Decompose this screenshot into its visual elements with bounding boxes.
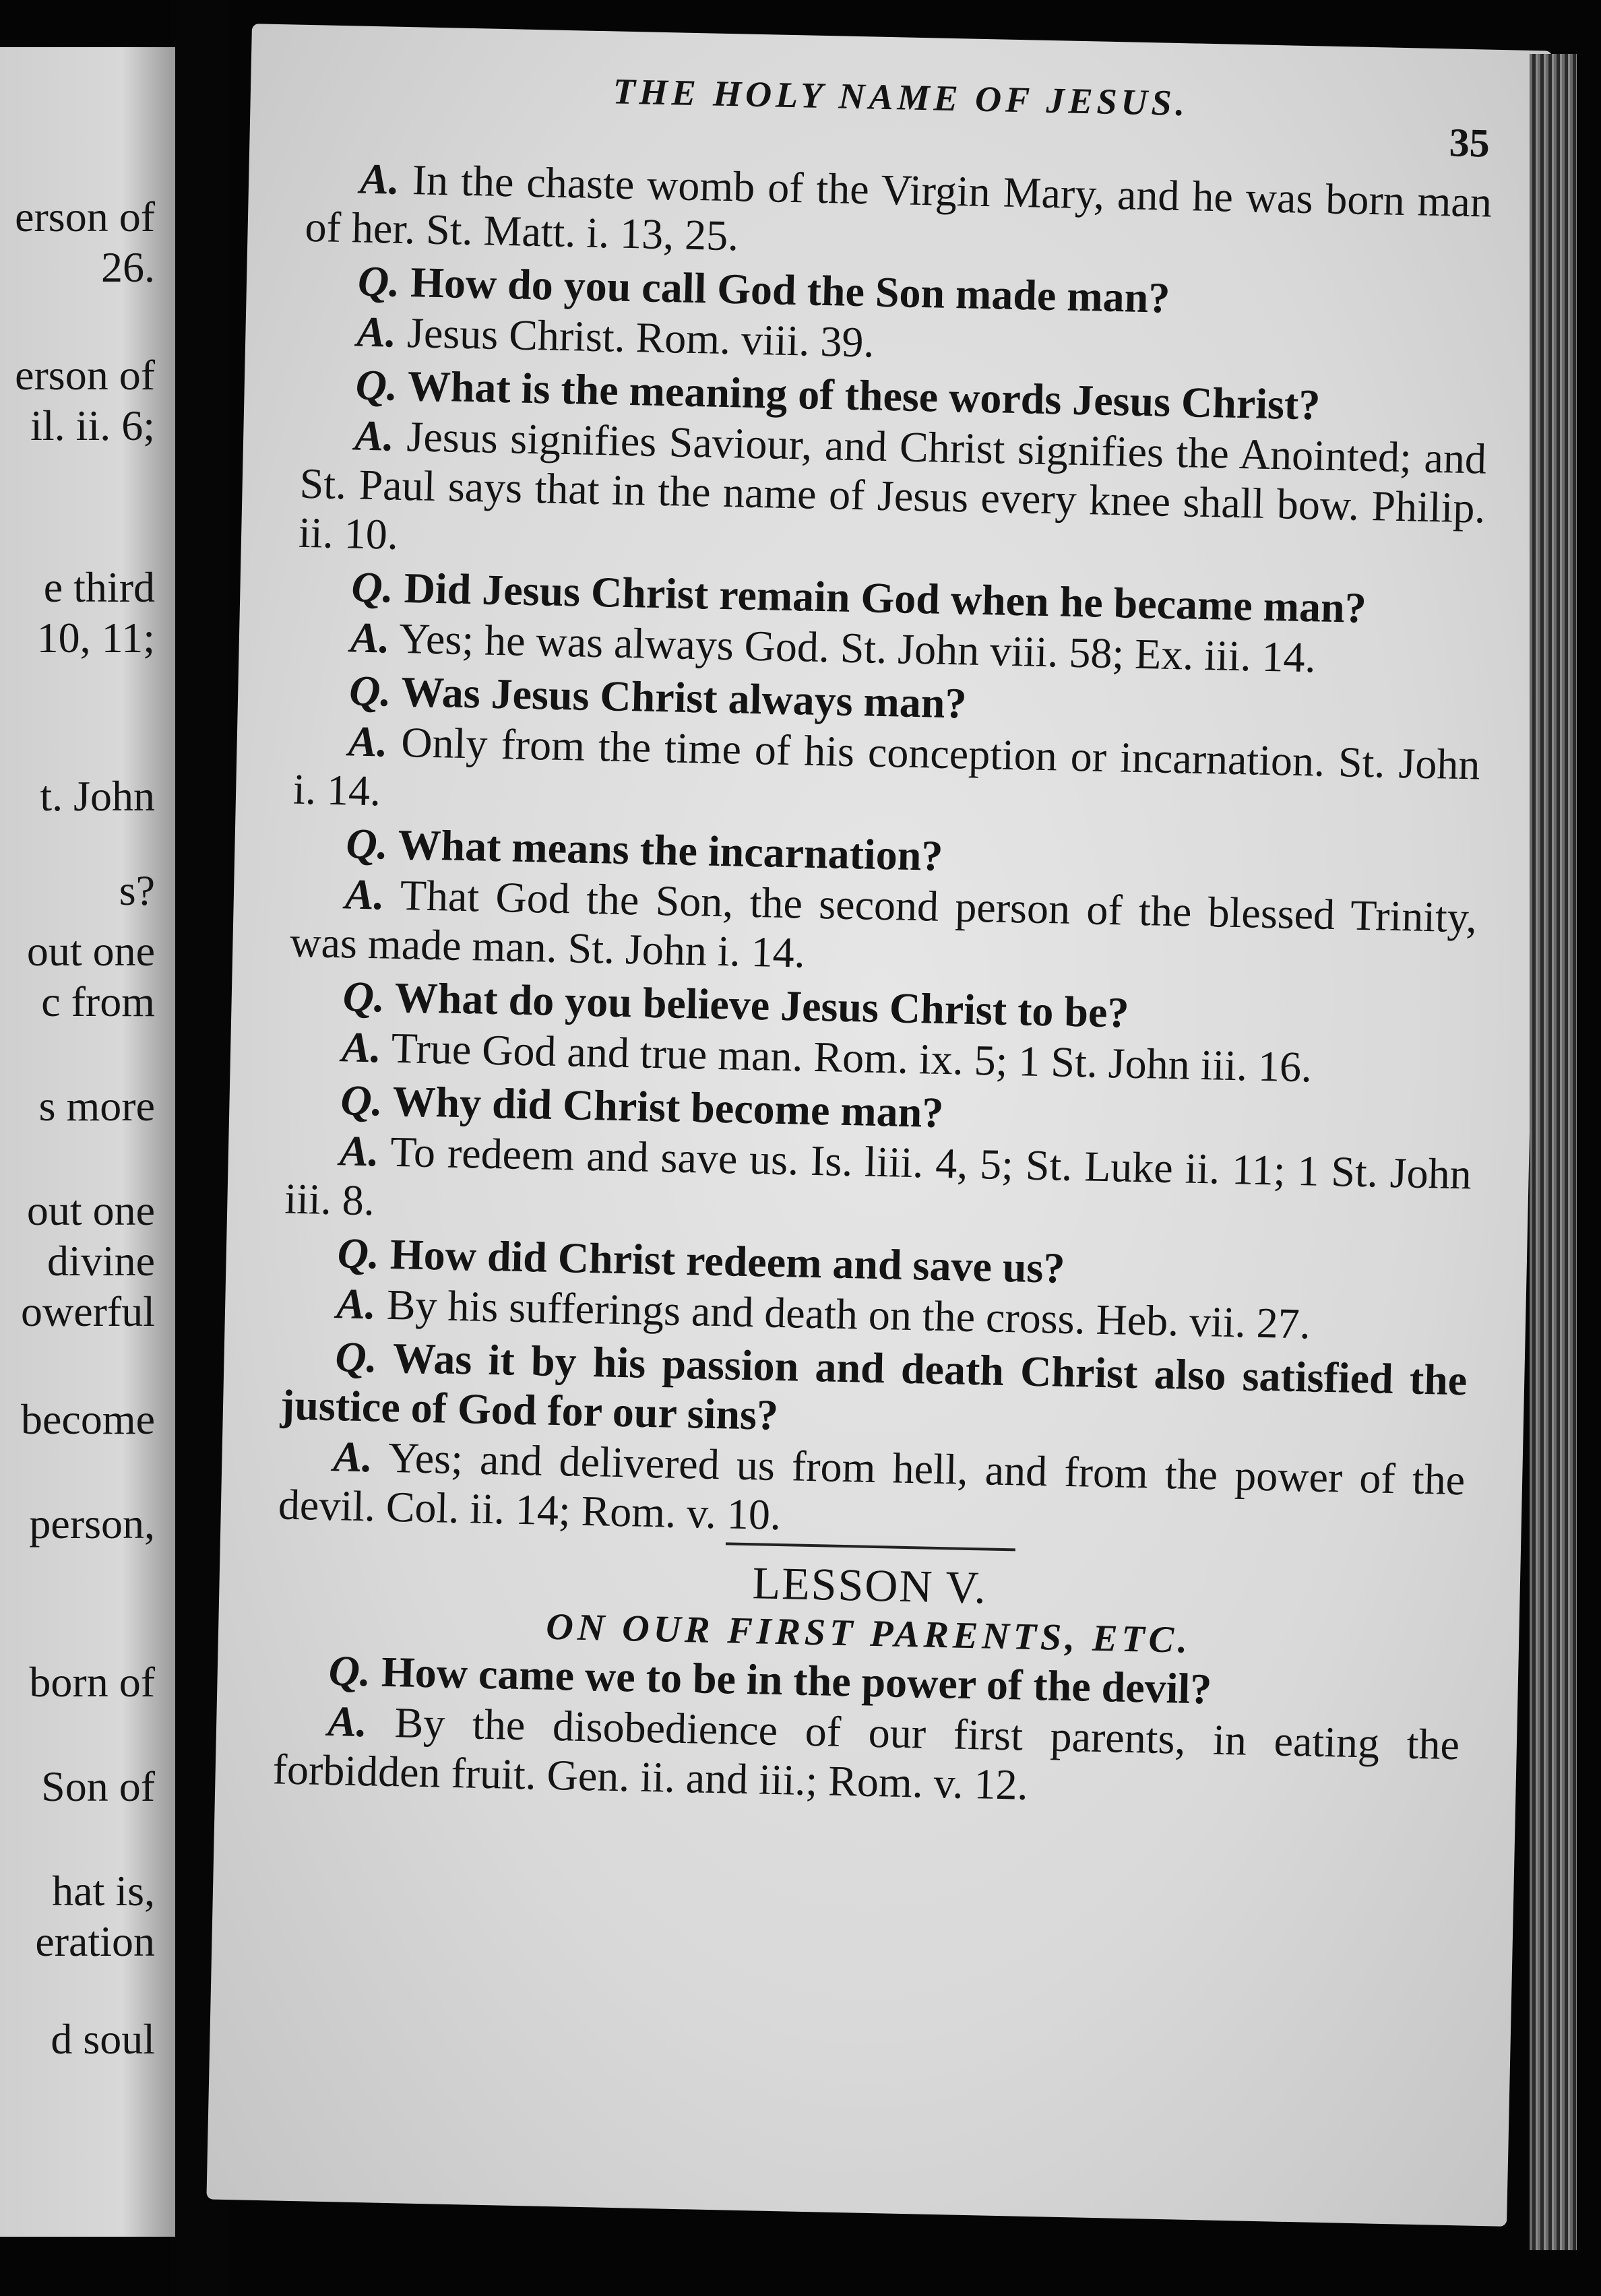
question-label: Q. — [357, 257, 401, 306]
answer-label: A. — [354, 411, 395, 460]
left-page-fragment — [0, 47, 175, 2237]
left-page-line: out one — [26, 1186, 155, 1234]
answer-text: In the chaste womb of the Virgin Mary, and he was born man of her. St. Matt. i. 13, 25. — [304, 155, 1493, 260]
answer-paragraph — [298, 410, 1486, 582]
question-label: Q. — [328, 1647, 371, 1696]
answer-text: Only from the time of his conception or incarnation. St. John i. 14. — [292, 718, 1481, 815]
answer-label: A. — [344, 870, 385, 919]
left-page-line: out one — [26, 927, 155, 975]
left-page-line: 26. — [101, 243, 155, 291]
answer-text: Yes; and delivered us from hell, and from the power of the devil. Col. ii. 14; Rom. v. 10. — [278, 1433, 1466, 1539]
left-page-line: erson of — [15, 193, 155, 241]
question-text: How came we to be in the power of the devil? — [370, 1647, 1212, 1713]
answer-label: A. — [356, 307, 397, 356]
left-page-line: c from — [41, 978, 155, 1025]
answer-text: Jesus signifies Saviour, and Christ signifies the Anointed; and St. Paul says that in the name of Jesus every knee shall bow. Philip. ii. 10. — [298, 412, 1487, 559]
question-text: Why did Christ become man? — [382, 1077, 945, 1137]
left-page-line: eration — [35, 1917, 155, 1965]
question-text: What means the incarnation? — [387, 820, 944, 880]
question-text: Was it by his passion and death Christ also satisfied the justice of God for our sins? — [280, 1333, 1468, 1439]
section-rule — [726, 1542, 1015, 1551]
question-label: Q. — [334, 1333, 378, 1382]
question-text: What do you believe Jesus Christ to be? — [384, 973, 1130, 1037]
answer-text: To redeem and save us. Is. liii. 4, 5; St. Luke ii. 11; 1 St. John iii. 8. — [284, 1127, 1472, 1225]
running-head: THE HOLY NAME OF JESUS. — [613, 71, 1189, 124]
left-page-line: person, — [29, 1500, 155, 1548]
answer-label: A. — [327, 1697, 368, 1746]
answer-label: A. — [341, 1023, 382, 1072]
page-number: 35 — [1449, 120, 1490, 166]
answer-text: Yes; he was always God. St. John viii. 58; Ex. iii. 14. — [389, 614, 1317, 682]
book-page — [206, 24, 1552, 2227]
question-text: What is the meaning of these words Jesus Christ? — [397, 361, 1321, 429]
question-label: Q. — [355, 360, 398, 410]
left-page-line: s? — [119, 866, 155, 914]
answer-text: That God the Son, the second person of the blessed Trinity, was made man. St. John i. 14. — [289, 870, 1478, 977]
answer-label: A. — [332, 1432, 373, 1481]
question-label: Q. — [342, 972, 385, 1021]
answer-label: A. — [359, 154, 400, 203]
lesson-entries — [272, 1645, 1461, 1818]
answer-text: By his sufferings and death on the cross. Heb. vii. 27. — [375, 1280, 1311, 1348]
left-page-line: become — [21, 1395, 155, 1443]
left-page-line: divine — [47, 1237, 155, 1285]
answer-label: A. — [336, 1279, 377, 1329]
page-stack-edge — [1530, 54, 1577, 2250]
left-page-line: s more — [38, 1082, 155, 1130]
left-page-line: t. John — [40, 772, 155, 820]
answer-label: A. — [339, 1126, 380, 1176]
lesson-subtitle: ON OUR FIRST PARENTS, ETC. — [545, 1605, 1192, 1661]
question-label: Q. — [348, 666, 392, 715]
left-page-line: 10, 11; — [36, 614, 155, 662]
left-page-line: il. ii. 6; — [30, 402, 155, 449]
question-text: How did Christ redeem and save us? — [379, 1230, 1066, 1292]
left-page-line: hat is, — [52, 1867, 155, 1915]
question-label: Q. — [337, 1229, 380, 1278]
left-page-line: born of — [29, 1658, 155, 1706]
question-text: Was Jesus Christ always man? — [390, 667, 968, 728]
left-page-line: erson of — [15, 351, 155, 399]
question-text: Did Jesus Christ remain God when he became man? — [393, 563, 1367, 632]
catechism-entries — [278, 153, 1492, 1554]
left-page-line: Son of — [41, 1762, 155, 1810]
answer-paragraph — [305, 153, 1493, 276]
answer-label: A. — [350, 613, 391, 662]
question-label: Q. — [345, 819, 389, 868]
answer-text: Jesus Christ. Rom. viii. 39. — [396, 308, 875, 366]
question-label: Q. — [340, 1076, 383, 1125]
answer-text: True God and true man. Rom. ix. 5; 1 St. John iii. 16. — [381, 1023, 1313, 1091]
lesson-title: LESSON V. — [751, 1557, 988, 1614]
question-label: Q. — [350, 563, 394, 612]
left-page-line: e third — [43, 563, 155, 611]
left-page-line: owerful — [20, 1287, 155, 1335]
page-text — [272, 153, 1493, 1822]
answer-label: A. — [348, 717, 389, 766]
left-page-line: d soul — [51, 2015, 155, 2063]
question-text: How do you call God the Son made man? — [399, 257, 1171, 322]
answer-text: By the disobedience of our first parents, in eating the forbidden fruit. Gen. ii. and iii.; Rom. v. 12. — [272, 1698, 1460, 1809]
